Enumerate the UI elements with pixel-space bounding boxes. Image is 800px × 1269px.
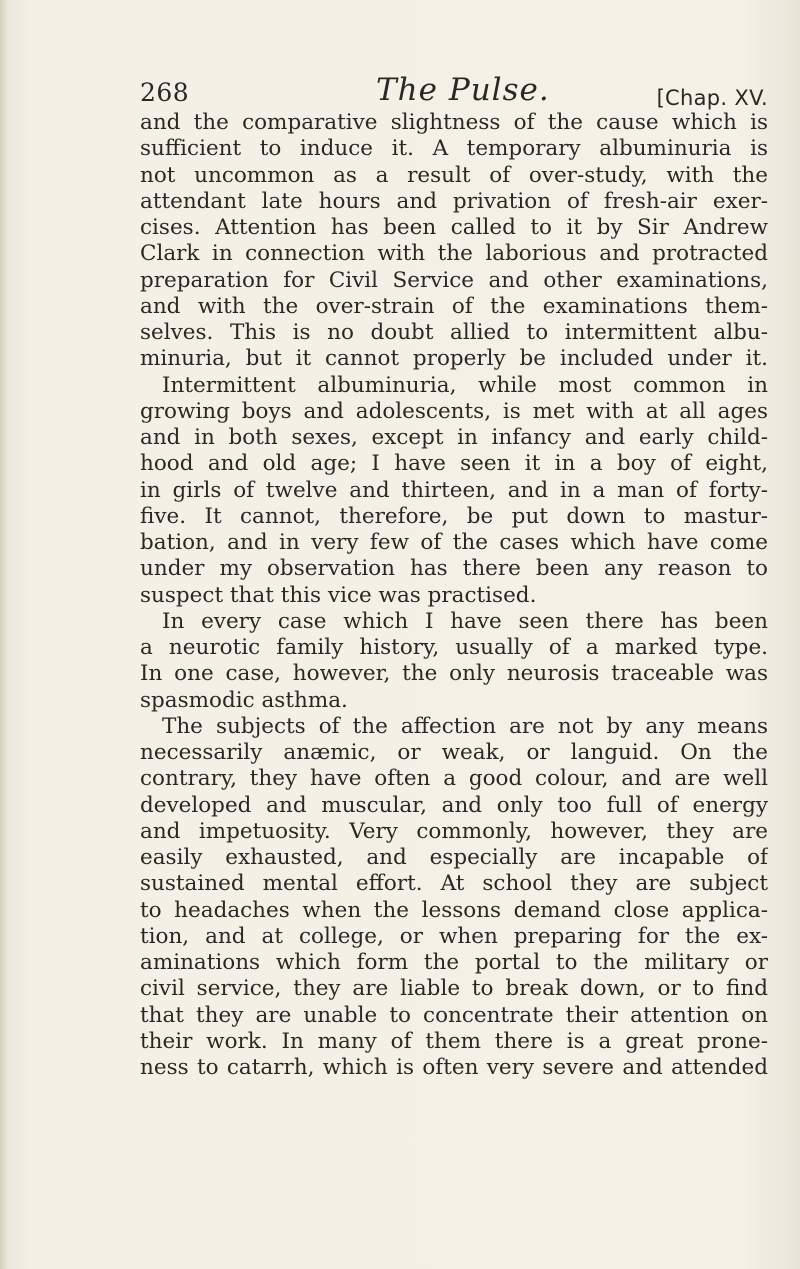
body-text	[140, 110, 768, 1081]
text-line: aminations which form the portal to the military or	[140, 950, 768, 975]
text-line: and impetuosity. Very commonly, however, they are	[140, 818, 768, 844]
paragraph-start-line: In every case which I have seen there has been	[162, 608, 768, 634]
paragraph-end-line: suspect that this vice was practised.	[140, 582, 537, 608]
text-line: and the comparative slightness of the cause which is	[140, 110, 768, 135]
chapter-reference: [Chap. XV.	[656, 86, 768, 110]
text-line: and with the over-strain of the examinations them-	[140, 293, 768, 319]
page-number: 268	[140, 78, 190, 107]
text-line: In one case, however, the only neurosis traceable was	[140, 661, 768, 687]
text-line: not uncommon as a result of over-study, with the	[140, 162, 768, 188]
text-line: preparation for Civil Service and other examinations,	[140, 267, 768, 293]
paragraph-end-line: spasmodic asthma.	[140, 687, 348, 713]
text-line: and in both sexes, except in infancy and early child-	[140, 425, 768, 450]
text-line: civil service, they are liable to break down, or to find	[140, 976, 768, 1002]
text-line: in girls of twelve and thirteen, and in a man of forty-	[140, 477, 768, 503]
text-line: cises. Attention has been called to it by Sir Andrew	[140, 215, 768, 240]
text-line: sustained mental effort. At school they are subject	[140, 871, 768, 897]
paragraph-start-line: Intermittent albuminuria, while most common in	[162, 372, 768, 398]
text-line: bation, and in very few of the cases which have come	[140, 530, 768, 555]
text-line: Clark in connection with the laborious and protracted	[140, 241, 768, 267]
text-line: minuria, but it cannot properly be included under it.	[140, 346, 768, 372]
text-line: contrary, they have often a good colour, and are well	[140, 766, 768, 792]
running-head	[140, 72, 768, 112]
text-line: ness to catarrh, which is often very severe and attended	[140, 1055, 768, 1080]
running-title: The Pulse.	[376, 72, 550, 108]
text-line: sufficient to induce it. A temporary albuminuria is	[140, 136, 768, 162]
text-line: developed and muscular, and only too full of energy	[140, 792, 768, 818]
binding-edge	[0, 0, 8, 1269]
text-line: five. It cannot, therefore, be put down to mastur-	[140, 503, 768, 529]
text-line: tion, and at college, or when preparing for the ex-	[140, 923, 768, 949]
text-line: growing boys and adolescents, is met with at all ages	[140, 398, 768, 424]
text-line: hood and old age; I have seen it in a boy of eight,	[140, 451, 768, 477]
paragraph-start-line: The subjects of the affection are not by any means	[162, 713, 768, 739]
text-line: necessarily anæmic, or weak, or languid. On the	[140, 740, 768, 765]
text-line: a neurotic family history, usually of a marked type.	[140, 635, 768, 660]
text-line: selves. This is no doubt allied to intermittent albu-	[140, 320, 768, 345]
text-line: their work. In many of them there is a great prone-	[140, 1028, 768, 1054]
text-line: under my observation has there been any reason to	[140, 556, 768, 582]
text-line: easily exhausted, and especially are incapable of	[140, 845, 768, 870]
text-line: to headaches when the lessons demand close applica-	[140, 897, 768, 923]
text-line: attendant late hours and privation of fresh-air exer-	[140, 188, 768, 214]
text-line: that they are unable to concentrate their attention on	[140, 1002, 768, 1028]
